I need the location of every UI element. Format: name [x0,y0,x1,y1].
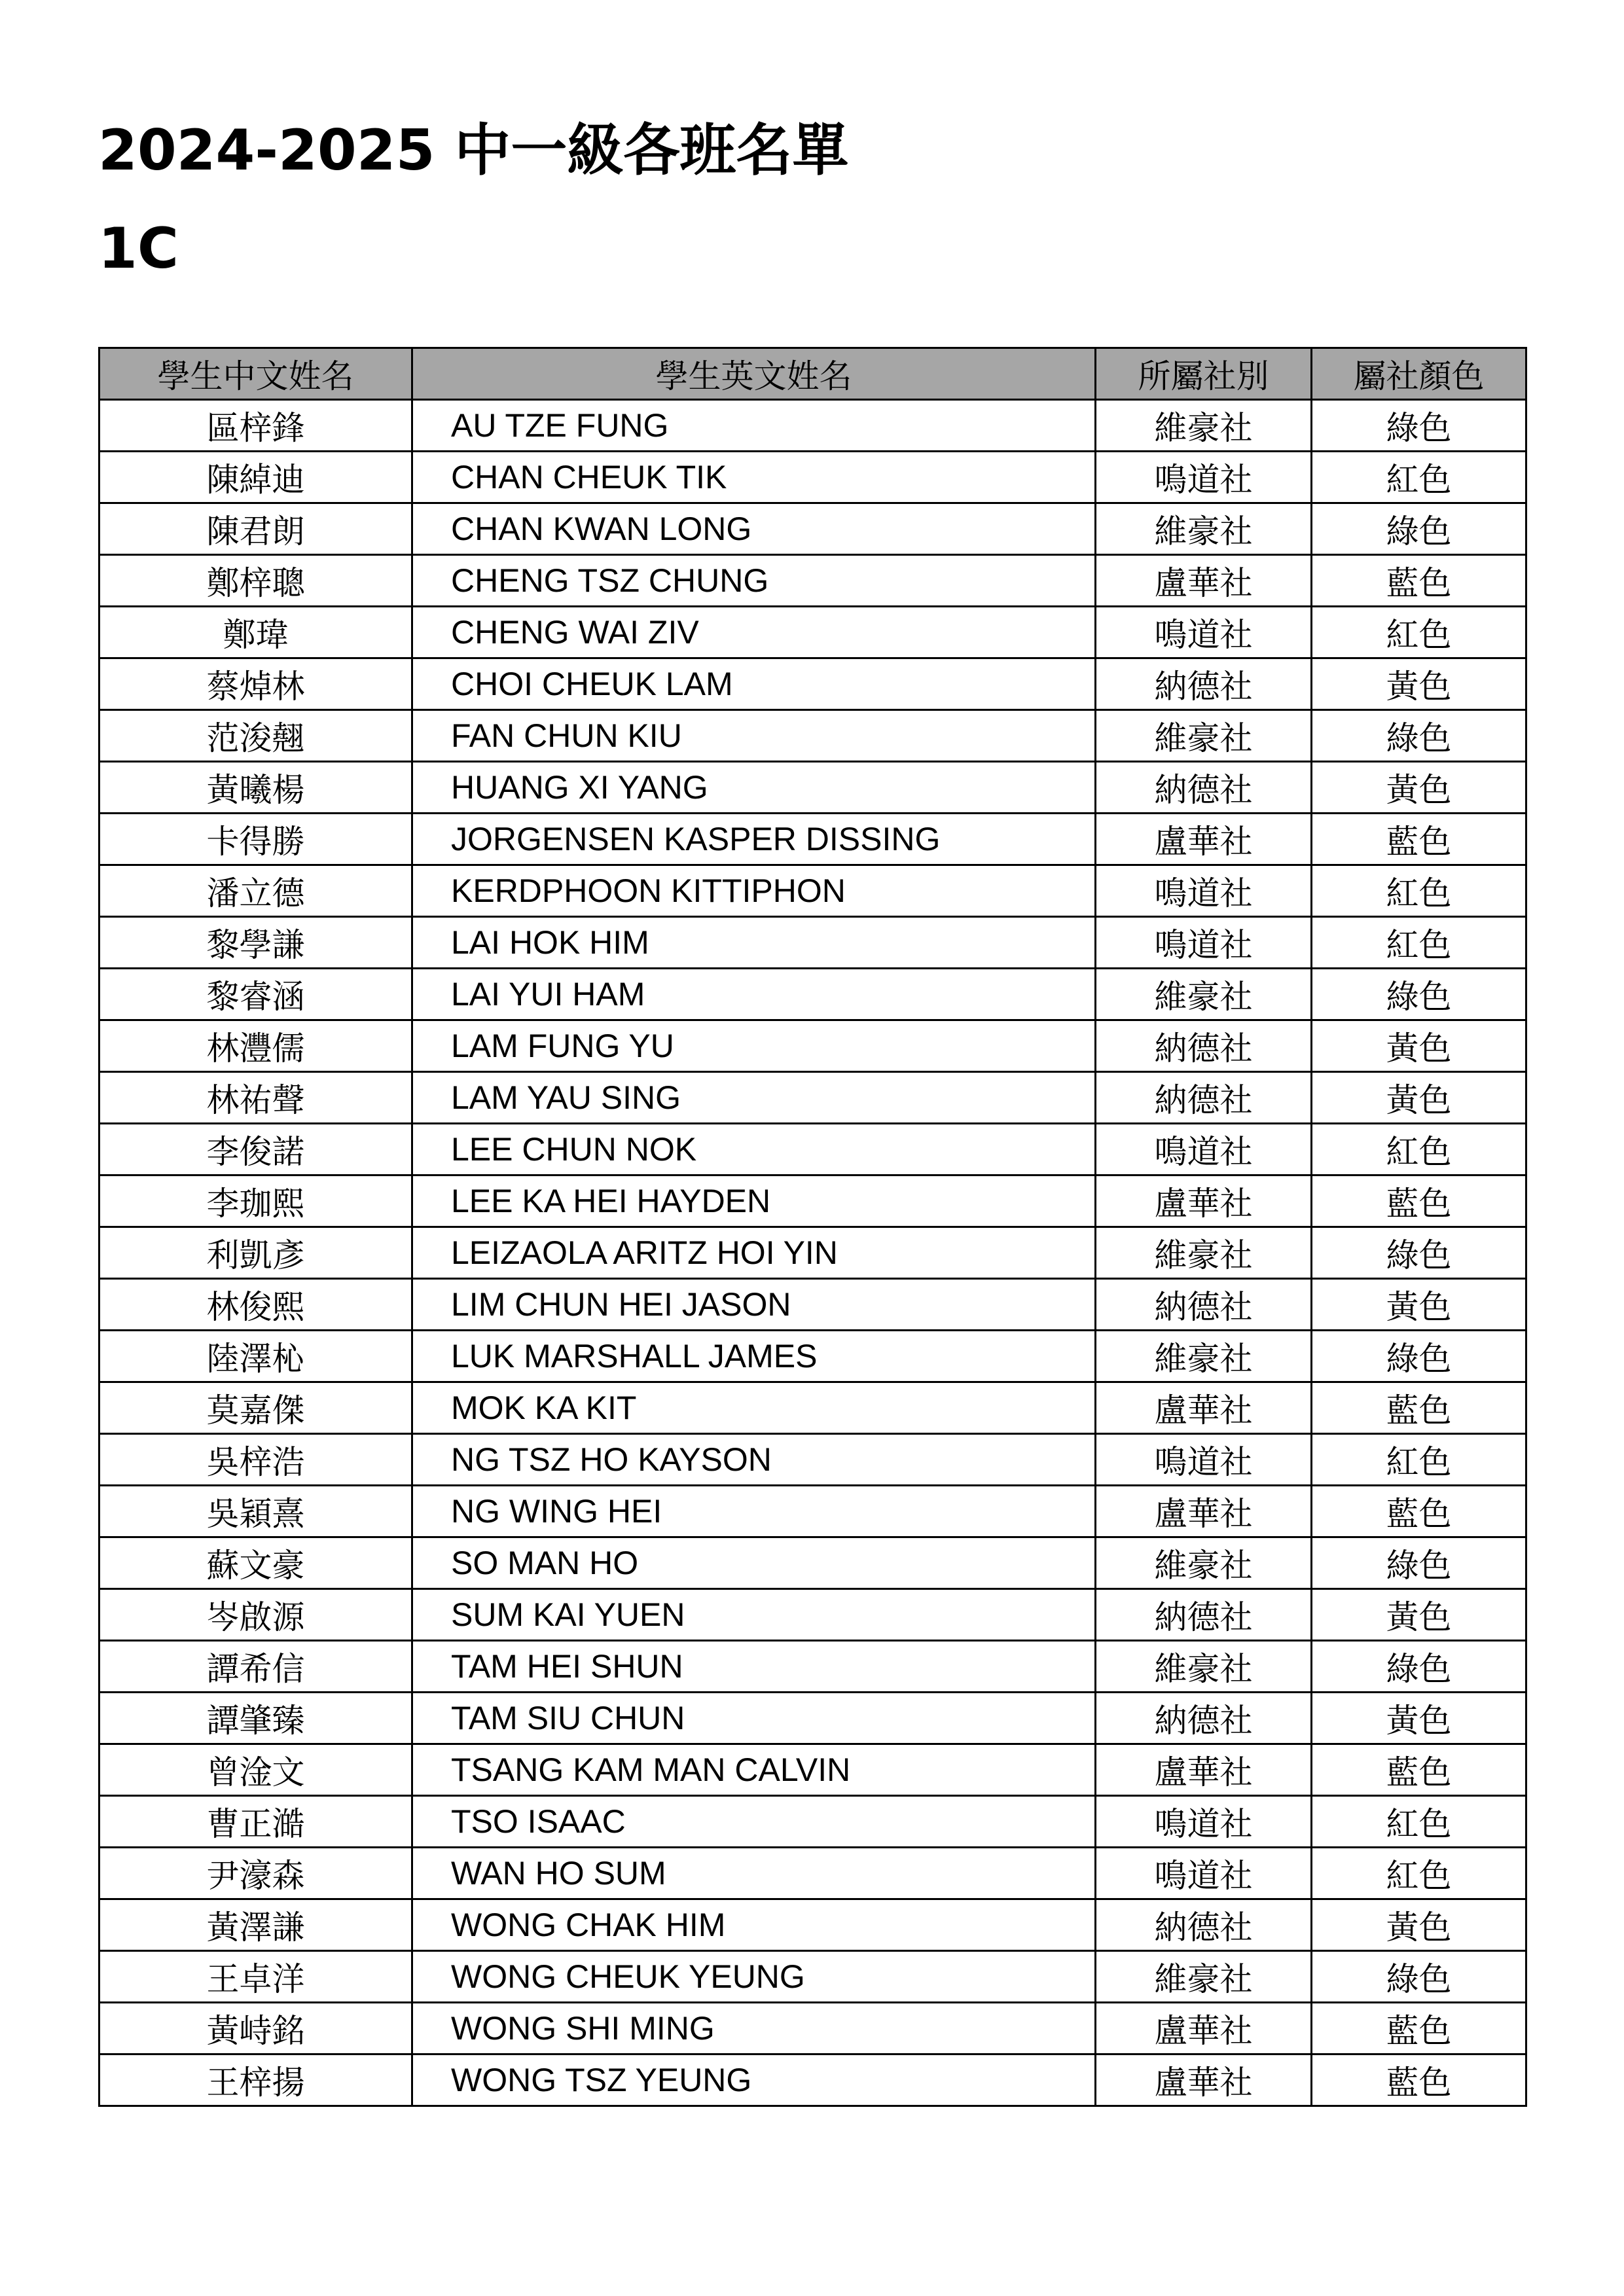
table-row [99,1899,1526,1951]
chinese-name-cell: 鄭瑋 [99,607,412,658]
table-row [99,1796,1526,1848]
chinese-name-cell: 吳穎熹 [99,1486,412,1537]
house-color-cell: 紅色 [1312,607,1526,658]
english-name-cell: FAN CHUN KIU [412,710,1096,762]
house-cell: 維豪社 [1096,1537,1312,1589]
house-cell: 鳴道社 [1096,917,1312,969]
chinese-name-cell: 譚希信 [99,1641,412,1693]
english-name-cell: TSO ISAAC [412,1796,1096,1848]
chinese-name-cell: 黃峙銘 [99,2003,412,2054]
english-name-cell: LEIZAOLA ARITZ HOI YIN [412,1227,1096,1279]
house-cell: 盧華社 [1096,2003,1312,2054]
english-name-cell: CHENG WAI ZIV [412,607,1096,658]
table-row [99,452,1526,503]
house-color-cell: 藍色 [1312,2054,1526,2106]
english-name-cell: LIM CHUN HEI JASON [412,1279,1096,1331]
table-row [99,1124,1526,1175]
house-cell: 盧華社 [1096,1175,1312,1227]
chinese-name-cell: 卡得勝 [99,814,412,865]
roster-body [99,400,1526,2106]
chinese-name-cell: 黎學謙 [99,917,412,969]
table-row [99,917,1526,969]
english-name-cell: LAI YUI HAM [412,969,1096,1020]
table-row [99,1744,1526,1796]
house-color-cell: 黃色 [1312,1899,1526,1951]
table-row [99,607,1526,658]
house-color-cell: 綠色 [1312,1537,1526,1589]
chinese-name-cell: 曹正澔 [99,1796,412,1848]
english-name-cell: LEE KA HEI HAYDEN [412,1175,1096,1227]
chinese-name-cell: 蔡焯林 [99,658,412,710]
table-row [99,555,1526,607]
house-color-cell: 藍色 [1312,2003,1526,2054]
house-color-cell: 藍色 [1312,1382,1526,1434]
english-name-cell: TSANG KAM MAN CALVIN [412,1744,1096,1796]
house-cell: 盧華社 [1096,1486,1312,1537]
chinese-name-cell: 陳君朗 [99,503,412,555]
english-name-cell: WAN HO SUM [412,1848,1096,1899]
page-title: 2024-2025 中一級各班名單 [98,118,849,183]
header-house-color: 屬社顏色 [1312,348,1526,400]
chinese-name-cell: 黃澤謙 [99,1899,412,1951]
house-cell: 維豪社 [1096,1227,1312,1279]
table-row [99,1589,1526,1641]
house-cell: 盧華社 [1096,555,1312,607]
house-color-cell: 紅色 [1312,1434,1526,1486]
chinese-name-cell: 吳梓浩 [99,1434,412,1486]
table-row [99,1951,1526,2003]
house-color-cell: 黃色 [1312,1589,1526,1641]
house-cell: 納德社 [1096,658,1312,710]
house-cell: 盧華社 [1096,1382,1312,1434]
house-color-cell: 黃色 [1312,1020,1526,1072]
table-row [99,1848,1526,1899]
house-color-cell: 紅色 [1312,1124,1526,1175]
english-name-cell: MOK KA KIT [412,1382,1096,1434]
house-color-cell: 綠色 [1312,1227,1526,1279]
house-color-cell: 紅色 [1312,452,1526,503]
english-name-cell: LAI HOK HIM [412,917,1096,969]
english-name-cell: LEE CHUN NOK [412,1124,1096,1175]
house-color-cell: 藍色 [1312,1486,1526,1537]
house-cell: 維豪社 [1096,710,1312,762]
house-cell: 鳴道社 [1096,1124,1312,1175]
house-cell: 鳴道社 [1096,452,1312,503]
table-row [99,1641,1526,1693]
english-name-cell: KERDPHOON KITTIPHON [412,865,1096,917]
house-cell: 維豪社 [1096,1331,1312,1382]
chinese-name-cell: 陳綽迪 [99,452,412,503]
house-color-cell: 黃色 [1312,1072,1526,1124]
table-row [99,1537,1526,1589]
house-cell: 納德社 [1096,1899,1312,1951]
house-cell: 鳴道社 [1096,1848,1312,1899]
chinese-name-cell: 黎睿涵 [99,969,412,1020]
header-english-name: 學生英文姓名 [412,348,1096,400]
house-cell: 維豪社 [1096,1641,1312,1693]
english-name-cell: CHAN KWAN LONG [412,503,1096,555]
chinese-name-cell: 尹濠森 [99,1848,412,1899]
chinese-name-cell: 黃曦楊 [99,762,412,814]
english-name-cell: AU TZE FUNG [412,400,1096,452]
english-name-cell: JORGENSEN KASPER DISSING [412,814,1096,865]
table-row [99,814,1526,865]
chinese-name-cell: 林俊熙 [99,1279,412,1331]
house-color-cell: 黃色 [1312,1693,1526,1744]
english-name-cell: LAM FUNG YU [412,1020,1096,1072]
chinese-name-cell: 利凱彥 [99,1227,412,1279]
header-house: 所屬社別 [1096,348,1312,400]
house-color-cell: 藍色 [1312,555,1526,607]
english-name-cell: WONG SHI MING [412,2003,1096,2054]
house-color-cell: 綠色 [1312,1951,1526,2003]
house-cell: 納德社 [1096,1589,1312,1641]
table-row [99,503,1526,555]
english-name-cell: TAM SIU CHUN [412,1693,1096,1744]
house-cell: 納德社 [1096,1072,1312,1124]
chinese-name-cell: 岑啟源 [99,1589,412,1641]
house-cell: 納德社 [1096,1020,1312,1072]
english-name-cell: CHOI CHEUK LAM [412,658,1096,710]
house-cell: 盧華社 [1096,814,1312,865]
house-color-cell: 黃色 [1312,762,1526,814]
chinese-name-cell: 王卓洋 [99,1951,412,2003]
table-header-row [99,348,1526,400]
table-row [99,1227,1526,1279]
house-color-cell: 藍色 [1312,1744,1526,1796]
table-row [99,762,1526,814]
table-row [99,865,1526,917]
table-row [99,400,1526,452]
table-row [99,1279,1526,1331]
english-name-cell: CHENG TSZ CHUNG [412,555,1096,607]
house-cell: 維豪社 [1096,969,1312,1020]
house-color-cell: 綠色 [1312,503,1526,555]
house-cell: 納德社 [1096,762,1312,814]
english-name-cell: CHAN CHEUK TIK [412,452,1096,503]
table-row [99,1020,1526,1072]
house-color-cell: 紅色 [1312,1796,1526,1848]
house-cell: 維豪社 [1096,400,1312,452]
english-name-cell: WONG TSZ YEUNG [412,2054,1096,2106]
house-cell: 鳴道社 [1096,1796,1312,1848]
house-color-cell: 綠色 [1312,400,1526,452]
english-name-cell: LUK MARSHALL JAMES [412,1331,1096,1382]
table-row [99,710,1526,762]
house-color-cell: 紅色 [1312,865,1526,917]
house-color-cell: 藍色 [1312,814,1526,865]
table-row [99,1331,1526,1382]
english-name-cell: TAM HEI SHUN [412,1641,1096,1693]
chinese-name-cell: 譚肇臻 [99,1693,412,1744]
chinese-name-cell: 蘇文豪 [99,1537,412,1589]
house-color-cell: 綠色 [1312,710,1526,762]
house-cell: 納德社 [1096,1279,1312,1331]
english-name-cell: LAM YAU SING [412,1072,1096,1124]
chinese-name-cell: 潘立德 [99,865,412,917]
chinese-name-cell: 陸澤杺 [99,1331,412,1382]
table-row [99,2003,1526,2054]
chinese-name-cell: 林灃儒 [99,1020,412,1072]
chinese-name-cell: 區梓鋒 [99,400,412,452]
house-color-cell: 綠色 [1312,1641,1526,1693]
english-name-cell: NG WING HEI [412,1486,1096,1537]
chinese-name-cell: 王梓揚 [99,2054,412,2106]
table-row [99,1486,1526,1537]
chinese-name-cell: 鄭梓聰 [99,555,412,607]
english-name-cell: NG TSZ HO KAYSON [412,1434,1096,1486]
english-name-cell: WONG CHAK HIM [412,1899,1096,1951]
house-cell: 維豪社 [1096,503,1312,555]
house-color-cell: 黃色 [1312,1279,1526,1331]
chinese-name-cell: 曾淦文 [99,1744,412,1796]
house-cell: 盧華社 [1096,2054,1312,2106]
chinese-name-cell: 李俊諾 [99,1124,412,1175]
house-cell: 盧華社 [1096,1744,1312,1796]
house-color-cell: 紅色 [1312,917,1526,969]
house-color-cell: 黃色 [1312,658,1526,710]
house-color-cell: 藍色 [1312,1175,1526,1227]
class-roster-table [98,347,1527,2107]
english-name-cell: SO MAN HO [412,1537,1096,1589]
table-row [99,2054,1526,2106]
table-row [99,1693,1526,1744]
class-code: 1C [98,216,179,281]
english-name-cell: HUANG XI YANG [412,762,1096,814]
house-cell: 鳴道社 [1096,865,1312,917]
table-row [99,1434,1526,1486]
house-cell: 鳴道社 [1096,607,1312,658]
house-cell: 納德社 [1096,1693,1312,1744]
english-name-cell: SUM KAI YUEN [412,1589,1096,1641]
chinese-name-cell: 范浚翹 [99,710,412,762]
house-color-cell: 紅色 [1312,1848,1526,1899]
chinese-name-cell: 莫嘉傑 [99,1382,412,1434]
house-color-cell: 綠色 [1312,969,1526,1020]
house-cell: 鳴道社 [1096,1434,1312,1486]
header-chinese-name: 學生中文姓名 [99,348,412,400]
english-name-cell: WONG CHEUK YEUNG [412,1951,1096,2003]
chinese-name-cell: 林祐聲 [99,1072,412,1124]
house-color-cell: 綠色 [1312,1331,1526,1382]
table-row [99,658,1526,710]
house-cell: 維豪社 [1096,1951,1312,2003]
table-row [99,969,1526,1020]
table-row [99,1175,1526,1227]
table-row [99,1072,1526,1124]
table-row [99,1382,1526,1434]
chinese-name-cell: 李珈熙 [99,1175,412,1227]
